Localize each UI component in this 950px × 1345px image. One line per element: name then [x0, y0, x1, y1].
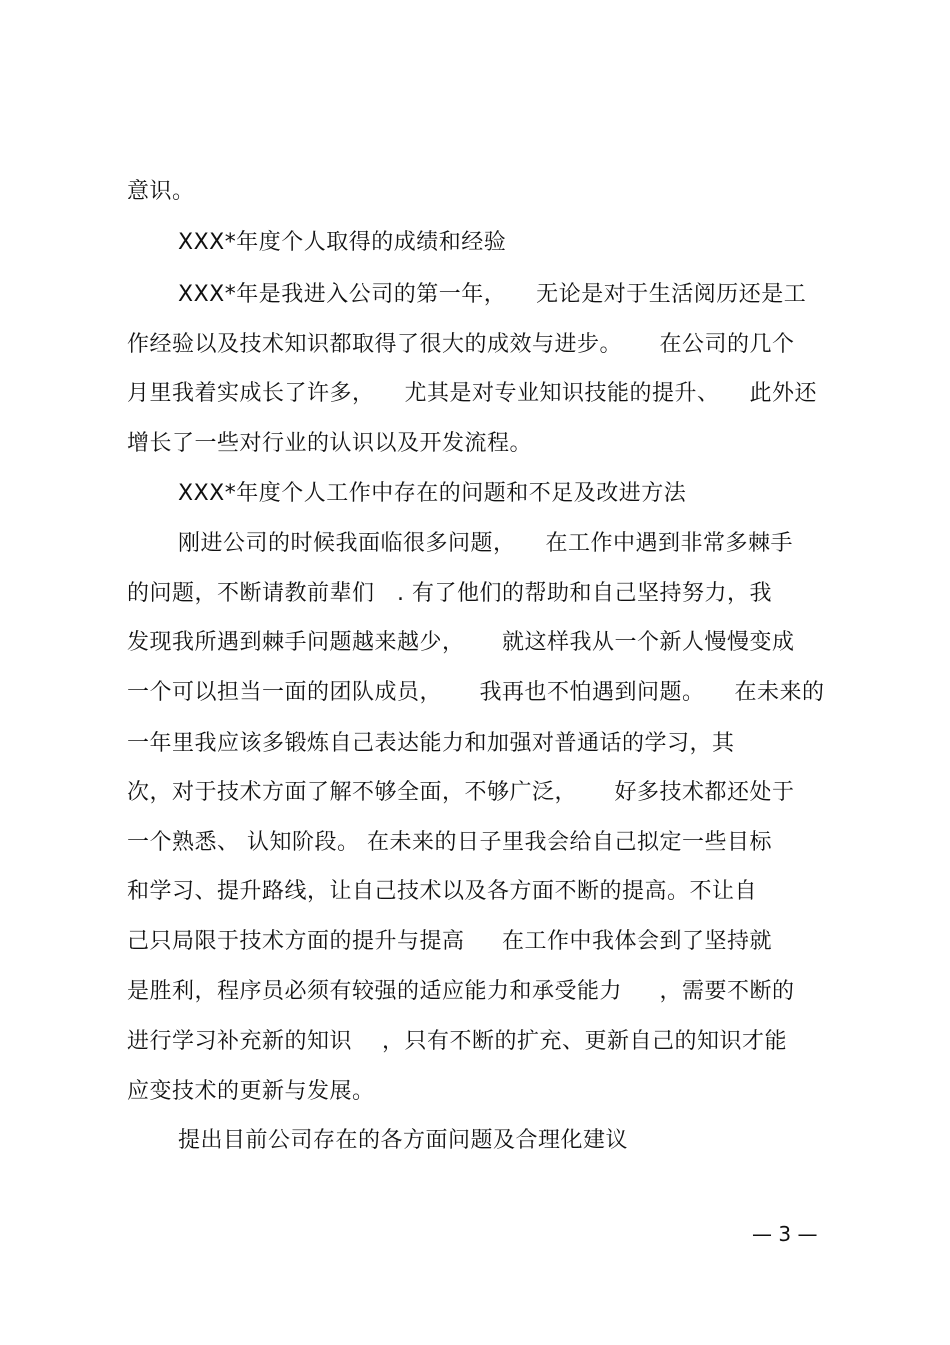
- section-heading: 提出目前公司存在的各方面问题及合理化建议: [178, 1128, 629, 1153]
- text-line: 一年里我应该多锻炼自己表达能力和加强对普通话的学习，其: [127, 731, 735, 756]
- text-line: 一个熟悉、 认知阶段。 在未来的日子里我会给自己拟定一些目标: [127, 830, 772, 855]
- text-line: 进行学习补充新的知识 ，只有不断的扩充、更新自己的知识才能: [127, 1029, 787, 1054]
- text-line: 增长了一些对行业的认识以及开发流程。: [127, 431, 533, 456]
- text-line: XXX*年是我进入公司的第一年， 无论是对于生活阅历还是工: [178, 282, 807, 307]
- text-line: 的问题，不断请教前辈们 . 有了他们的帮助和自己坚持努力，我: [127, 581, 772, 606]
- text-line: 作经验以及技术知识都取得了很大的成效与进步。 在公司的几个: [127, 332, 795, 357]
- text-line: 应变技术的更新与发展。: [127, 1079, 375, 1104]
- text-line: 发现我所遇到棘手问题越来越少， 就这样我从一个新人慢慢变成: [127, 630, 795, 655]
- page-number: — 3 —: [752, 1222, 818, 1246]
- text-line: 意识。: [127, 179, 195, 204]
- section-heading: XXX*年度个人工作中存在的问题和不足及改进方法: [178, 481, 687, 506]
- text-line: 一个可以担当一面的团队成员， 我再也不怕遇到问题。 在未来的: [127, 680, 825, 705]
- section-heading: XXX*年度个人取得的成绩和经验: [178, 230, 507, 255]
- text-line: 刚进公司的时候我面临很多问题， 在工作中遇到非常多棘手: [178, 531, 793, 556]
- text-line: 是胜利，程序员必须有较强的适应能力和承受能力 ，需要不断的: [127, 979, 795, 1004]
- text-line: 月里我着实成长了许多， 尤其是对专业知识技能的提升、 此外还: [127, 381, 817, 406]
- text-line: 和学习、提升路线，让自己技术以及各方面不断的提高。不让自: [127, 879, 758, 904]
- text-line: 己只局限于技术方面的提升与提高 在工作中我体会到了坚持就: [127, 929, 772, 954]
- text-line: 次，对于技术方面了解不够全面，不够广泛， 好多技术都还处于: [127, 780, 795, 805]
